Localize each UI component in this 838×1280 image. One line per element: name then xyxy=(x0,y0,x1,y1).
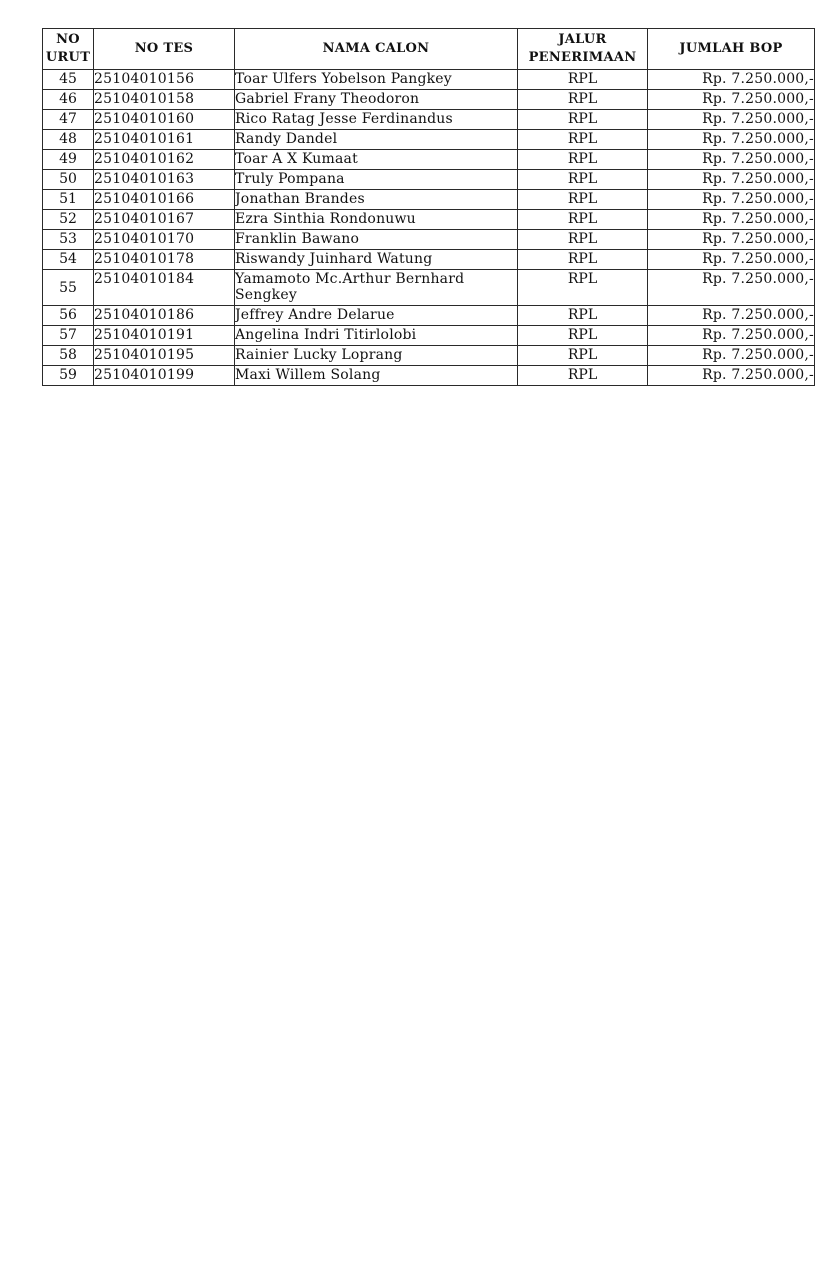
no-tes-cell: 25104010163 xyxy=(94,170,235,190)
jumlah-bop-cell: Rp. 7.250.000,- xyxy=(648,366,815,386)
no-tes-cell: 25104010199 xyxy=(94,366,235,386)
no-tes-cell: 25104010162 xyxy=(94,150,235,170)
jumlah-bop-cell: Rp. 7.250.000,- xyxy=(648,306,815,326)
no-tes-cell: 25104010191 xyxy=(94,326,235,346)
nama-calon-cell: Jonathan Brandes xyxy=(235,190,518,210)
table-row xyxy=(43,230,815,250)
jumlah-bop-cell: Rp. 7.250.000,- xyxy=(648,190,815,210)
header-jalur-line1: JALUR xyxy=(558,32,607,47)
nama-calon-cell: Ezra Sinthia Rondonuwu xyxy=(235,210,518,230)
table-row xyxy=(43,210,815,230)
table-row xyxy=(43,250,815,270)
no-urut-cell: 58 xyxy=(43,346,94,366)
no-urut-cell: 49 xyxy=(43,150,94,170)
jumlah-bop-cell: Rp. 7.250.000,- xyxy=(648,170,815,190)
jumlah-bop-cell: Rp. 7.250.000,- xyxy=(648,210,815,230)
table-row xyxy=(43,190,815,210)
document-page xyxy=(42,28,814,386)
jalur-cell: RPL xyxy=(518,306,648,326)
jumlah-bop-cell: Rp. 7.250.000,- xyxy=(648,230,815,250)
jalur-cell: RPL xyxy=(518,250,648,270)
header-no-urut-line1: NO xyxy=(56,32,80,47)
no-tes-cell: 25104010186 xyxy=(94,306,235,326)
no-tes-cell: 25104010184 xyxy=(94,270,235,306)
jumlah-bop-cell: Rp. 7.250.000,- xyxy=(648,250,815,270)
no-tes-cell: 25104010178 xyxy=(94,250,235,270)
jalur-cell: RPL xyxy=(518,130,648,150)
header-no-tes: NO TES xyxy=(94,29,235,70)
jalur-cell: RPL xyxy=(518,270,648,306)
no-urut-cell: 48 xyxy=(43,130,94,150)
no-urut-cell: 59 xyxy=(43,366,94,386)
header-no-urut-line2: URUT xyxy=(45,50,91,65)
jalur-cell: RPL xyxy=(518,90,648,110)
table-row xyxy=(43,270,815,306)
table-row xyxy=(43,170,815,190)
table-row xyxy=(43,130,815,150)
header-no-urut xyxy=(43,29,94,70)
no-tes-cell: 25104010156 xyxy=(94,70,235,90)
no-urut-cell: 57 xyxy=(43,326,94,346)
table-row xyxy=(43,150,815,170)
header-jalur-line2: PENERIMAAN xyxy=(528,50,637,65)
jumlah-bop-cell: Rp. 7.250.000,- xyxy=(648,346,815,366)
nama-calon-cell: Rico Ratag Jesse Ferdinandus xyxy=(235,110,518,130)
table-header-row xyxy=(43,29,815,70)
jumlah-bop-cell: Rp. 7.250.000,- xyxy=(648,70,815,90)
no-tes-cell: 25104010158 xyxy=(94,90,235,110)
table-row xyxy=(43,366,815,386)
no-tes-cell: 25104010167 xyxy=(94,210,235,230)
nama-calon-cell: Maxi Willem Solang xyxy=(235,366,518,386)
jumlah-bop-cell: Rp. 7.250.000,- xyxy=(648,150,815,170)
nama-calon-cell: Franklin Bawano xyxy=(235,230,518,250)
nama-calon-cell: Truly Pompana xyxy=(235,170,518,190)
no-urut-cell: 45 xyxy=(43,70,94,90)
jalur-cell: RPL xyxy=(518,110,648,130)
nama-calon-cell: Yamamoto Mc.Arthur Bernhard Sengkey xyxy=(235,270,518,306)
table-row xyxy=(43,70,815,90)
jalur-cell: RPL xyxy=(518,230,648,250)
jalur-cell: RPL xyxy=(518,366,648,386)
jalur-cell: RPL xyxy=(518,170,648,190)
no-tes-cell: 25104010160 xyxy=(94,110,235,130)
no-urut-cell: 47 xyxy=(43,110,94,130)
jumlah-bop-cell: Rp. 7.250.000,- xyxy=(648,90,815,110)
nama-calon-cell: Jeffrey Andre Delarue xyxy=(235,306,518,326)
header-jalur-penerimaan xyxy=(518,29,648,70)
jalur-cell: RPL xyxy=(518,326,648,346)
nama-calon-cell: Riswandy Juinhard Watung xyxy=(235,250,518,270)
jalur-cell: RPL xyxy=(518,346,648,366)
jalur-cell: RPL xyxy=(518,70,648,90)
jumlah-bop-cell: Rp. 7.250.000,- xyxy=(648,130,815,150)
table-row xyxy=(43,326,815,346)
table-row xyxy=(43,346,815,366)
no-tes-cell: 25104010161 xyxy=(94,130,235,150)
table-row xyxy=(43,90,815,110)
no-urut-cell: 56 xyxy=(43,306,94,326)
jumlah-bop-cell: Rp. 7.250.000,- xyxy=(648,270,815,306)
nama-calon-cell: Randy Dandel xyxy=(235,130,518,150)
jumlah-bop-cell: Rp. 7.250.000,- xyxy=(648,110,815,130)
no-urut-cell: 53 xyxy=(43,230,94,250)
jalur-cell: RPL xyxy=(518,150,648,170)
header-nama-calon: NAMA CALON xyxy=(235,29,518,70)
jalur-cell: RPL xyxy=(518,210,648,230)
table-body xyxy=(43,70,815,386)
no-urut-cell: 55 xyxy=(43,270,94,306)
nama-calon-cell: Toar A X Kumaat xyxy=(235,150,518,170)
no-urut-cell: 50 xyxy=(43,170,94,190)
no-urut-cell: 54 xyxy=(43,250,94,270)
nama-calon-cell: Angelina Indri Titirlolobi xyxy=(235,326,518,346)
no-urut-cell: 51 xyxy=(43,190,94,210)
bop-table xyxy=(42,28,815,386)
no-tes-cell: 25104010166 xyxy=(94,190,235,210)
no-urut-cell: 46 xyxy=(43,90,94,110)
header-jumlah-bop: JUMLAH BOP xyxy=(648,29,815,70)
table-row xyxy=(43,110,815,130)
no-urut-cell: 52 xyxy=(43,210,94,230)
nama-calon-cell: Rainier Lucky Loprang xyxy=(235,346,518,366)
no-tes-cell: 25104010170 xyxy=(94,230,235,250)
jalur-cell: RPL xyxy=(518,190,648,210)
jumlah-bop-cell: Rp. 7.250.000,- xyxy=(648,326,815,346)
nama-calon-cell: Toar Ulfers Yobelson Pangkey xyxy=(235,70,518,90)
nama-calon-cell: Gabriel Frany Theodoron xyxy=(235,90,518,110)
table-row xyxy=(43,306,815,326)
no-tes-cell: 25104010195 xyxy=(94,346,235,366)
